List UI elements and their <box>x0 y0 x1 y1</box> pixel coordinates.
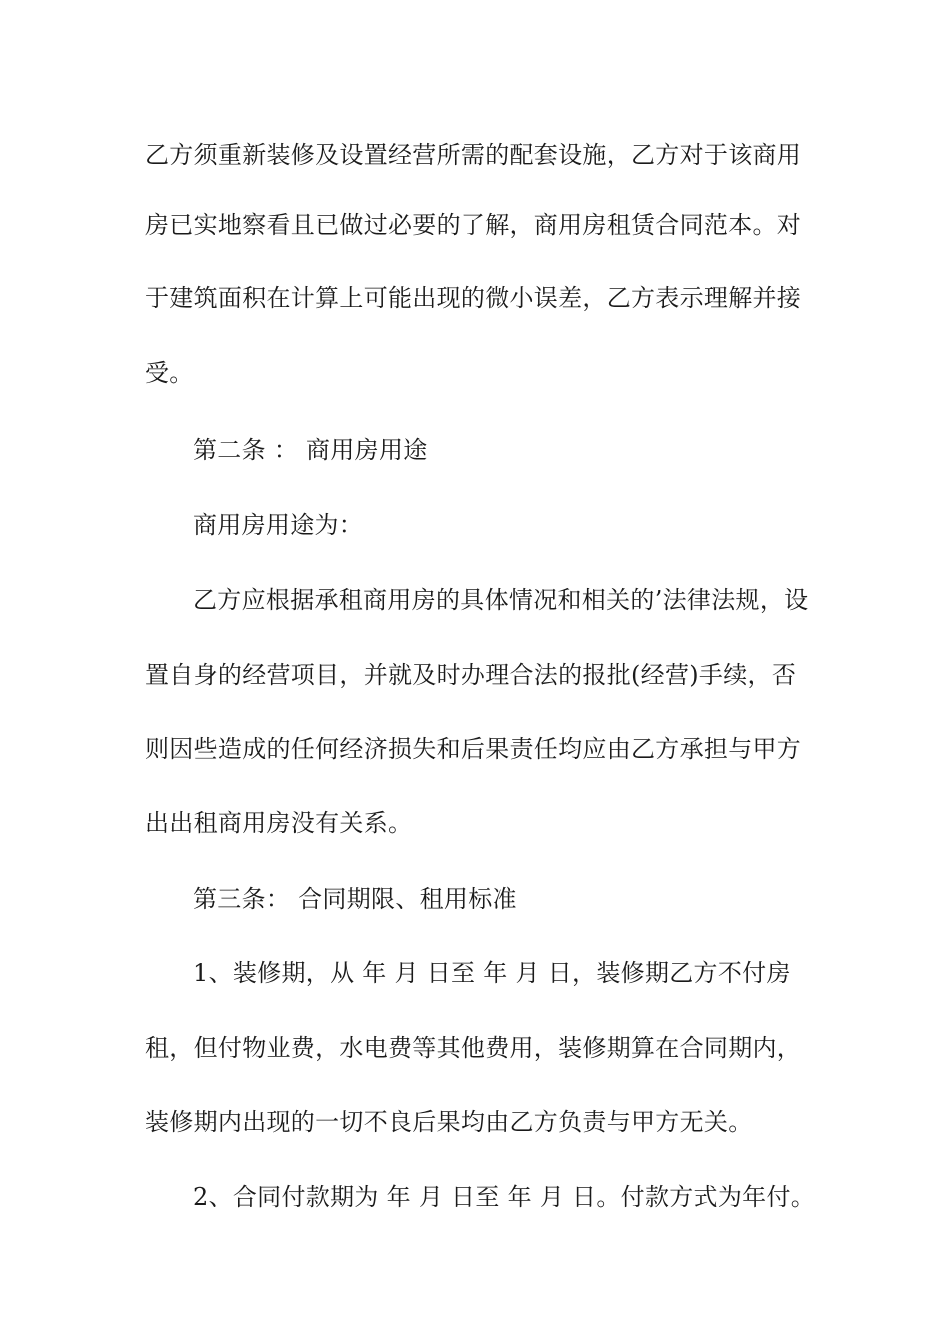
paragraph-line: 则因些造成的任何经济损失和后果责任均应由乙方承担与甲方 <box>145 735 802 763</box>
paragraph-line: 置自身的经营项目，并就及时办理合法的报批(经营)手续，否 <box>145 661 797 689</box>
paragraph-line: 商用房用途为： <box>193 511 364 539</box>
paragraph-line: 出出租商用房没有关系。 <box>145 809 413 837</box>
paragraph-line: 2、合同付款期为 年 月 日至 年 月 日。付款方式为年付。 <box>193 1183 816 1211</box>
paragraph-line: 租，但付物业费，水电费等其他费用，装修期算在合同期内， <box>145 1034 802 1062</box>
paragraph-line: 乙方须重新装修及设置经营所需的配套设施，乙方对于该商用 <box>145 141 802 169</box>
paragraph-line: 房已实地察看且已做过必要的了解，商用房租赁合同范本。对 <box>145 211 802 239</box>
article-heading: 第三条： 合同期限、租用标准 <box>193 885 517 913</box>
paragraph-line: 受。 <box>145 359 194 387</box>
paragraph-line: 于建筑面积在计算上可能出现的微小误差，乙方表示理解并接 <box>145 284 802 312</box>
paragraph-line: 1、装修期，从 年 月 日至 年 月 日，装修期乙方不付房 <box>193 959 791 987</box>
paragraph-line: 乙方应根据承租商用房的具体情况和相关的’法律法规，设 <box>193 586 809 614</box>
article-heading: 第二条 ： 商用房用途 <box>193 436 428 464</box>
paragraph-line: 装修期内出现的一切不良后果均由乙方负责与甲方无关。 <box>145 1108 753 1136</box>
